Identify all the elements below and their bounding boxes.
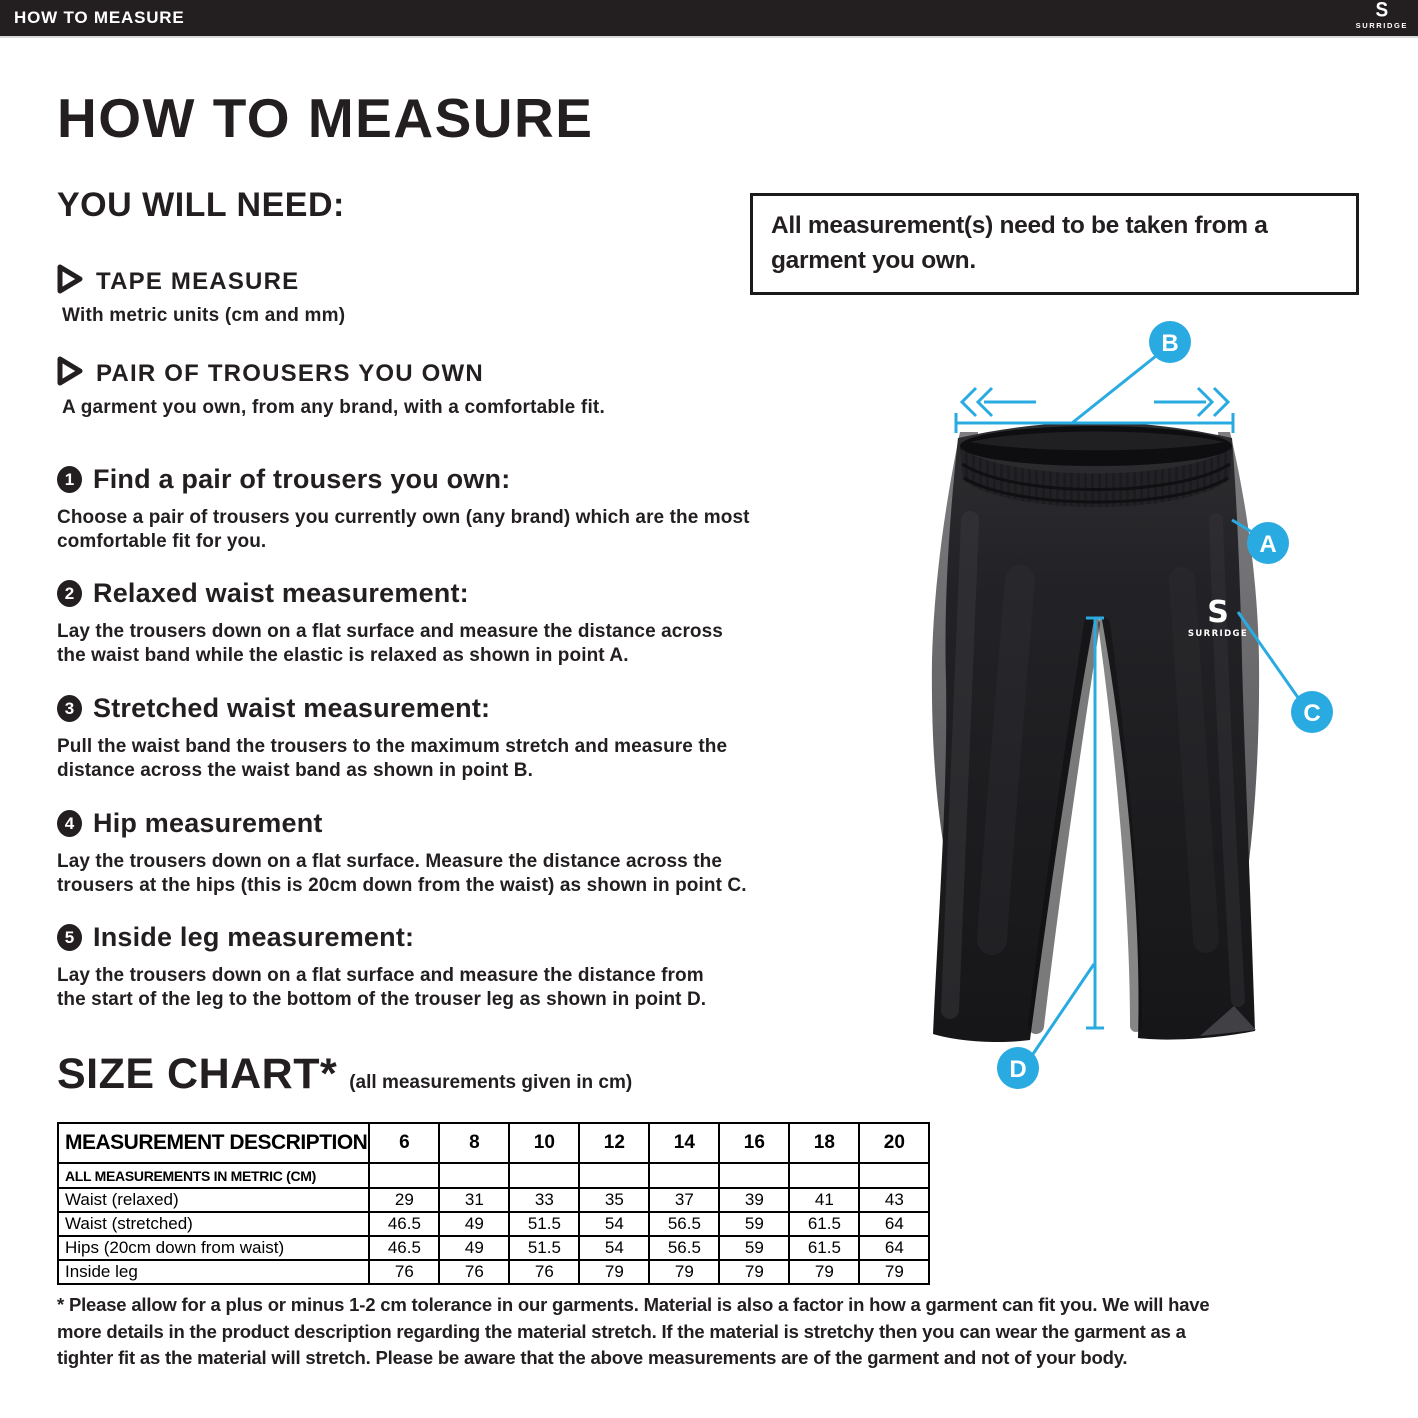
table-cell: 33 [509, 1188, 579, 1212]
surridge-wordmark: SURRIDGE [1355, 21, 1408, 30]
step-title: Stretched waist measurement: [93, 693, 491, 723]
table-cell: 51.5 [509, 1212, 579, 1236]
table-row [58, 1260, 929, 1284]
need-item-title: PAIR OF TROUSERS YOU OWN [96, 359, 484, 387]
table-cell: 51.5 [509, 1236, 579, 1260]
table-cell: 76 [509, 1260, 579, 1284]
step-title: Hip measurement [93, 808, 323, 838]
step-body: Lay the trousers down on a flat surface and measure the distance across the waist band while the elastic is relaxed as shown in point A. [57, 621, 723, 666]
table-cell: 79 [579, 1260, 649, 1284]
size-chart-heading [57, 1050, 632, 1099]
step-body: Pull the waist band the trousers to the maximum stretch and measure the distance across the waist band as shown in point B. [57, 736, 728, 781]
callout-a-label: A [1259, 531, 1277, 558]
callout-b-label: B [1161, 330, 1179, 357]
you-will-need-title: YOU WILL NEED: [57, 186, 345, 224]
table-cell: ALL MEASUREMENTS IN METRIC (CM) [58, 1163, 369, 1188]
table-cell: 14 [649, 1123, 719, 1163]
table-cell: 64 [859, 1236, 929, 1260]
table-cell [789, 1163, 859, 1188]
table-cell: 79 [859, 1260, 929, 1284]
table-cell: 8 [439, 1123, 509, 1163]
table-cell [579, 1163, 649, 1188]
table-header-row [58, 1123, 929, 1163]
table-cell [439, 1163, 509, 1188]
table-cell: 54 [579, 1236, 649, 1260]
need-item-title: TAPE MEASURE [96, 267, 300, 295]
table-cell: Hips (20cm down from waist) [58, 1236, 369, 1260]
table-cell: 18 [789, 1123, 859, 1163]
step-4 [57, 808, 867, 897]
step-title: Find a pair of trousers you own: [93, 464, 511, 494]
trousers-diagram [900, 320, 1380, 1120]
step-body: Lay the trousers down on a flat surface and measure the distance from the start of the leg to the bottom of the trouser leg as shown in point D. [57, 965, 707, 1010]
step-body: Lay the trousers down on a flat surface. Measure the distance across the trousers at the hips (this is 20cm down from the waist) as shown in point C. [57, 851, 747, 896]
callout-b-leader [1072, 356, 1156, 423]
play-triangle-icon [57, 264, 83, 299]
table-cell: 64 [859, 1212, 929, 1236]
table-cell: 56.5 [649, 1236, 719, 1260]
step-2 [57, 578, 867, 667]
measurement-note-text: All measurement(s) need to be taken from a garment you own. [771, 212, 1268, 274]
table-cell [649, 1163, 719, 1188]
need-item-trousers [57, 356, 605, 419]
need-item-tape-measure [57, 264, 345, 327]
table-cell: 37 [649, 1188, 719, 1212]
table-cell: 29 [369, 1188, 439, 1212]
tolerance-footnote: * Please allow for a plus or minus 1-2 cm tolerance in our garments. Material is also a factor in how a garment can fit you. We will have more details in the product description regarding the material stretch. If the material is stretchy then you can wear the garment as a tighter fit as the material will stretch. Please be aware that the above measurements are of the garment and not of your body. [57, 1294, 1210, 1368]
table-cell [719, 1163, 789, 1188]
table-cell: 43 [859, 1188, 929, 1212]
table-cell: 10 [509, 1123, 579, 1163]
table-cell: 76 [439, 1260, 509, 1284]
top-bar [0, 0, 1418, 38]
table-cell: 31 [439, 1188, 509, 1212]
size-chart-title: SIZE CHART* [57, 1050, 338, 1098]
size-chart-subtitle: (all measurements given in cm) [349, 1072, 633, 1093]
table-cell: 16 [719, 1123, 789, 1163]
table-cell [369, 1163, 439, 1188]
table-cell: 59 [719, 1212, 789, 1236]
table-cell: 20 [859, 1123, 929, 1163]
step-5 [57, 922, 867, 1011]
need-item-subtitle: With metric units (cm and mm) [62, 305, 346, 326]
step-number-badge: 1 [57, 466, 82, 493]
step-number-badge: 3 [57, 695, 82, 722]
surridge-logo [1356, 1, 1408, 30]
table-cell: 61.5 [789, 1236, 859, 1260]
step-1 [57, 464, 867, 553]
step-body: Choose a pair of trousers you currently own (any brand) which are the most comfortable fit for you. [57, 507, 750, 552]
table-cell: Waist (stretched) [58, 1212, 369, 1236]
step-title: Inside leg measurement: [93, 922, 415, 952]
brand-wordmark: SURRIDGE [1187, 629, 1249, 639]
play-triangle-icon [57, 356, 83, 391]
table-cell [509, 1163, 579, 1188]
table-cell: 41 [789, 1188, 859, 1212]
table-cell: 49 [439, 1236, 509, 1260]
table-cell: 56.5 [649, 1212, 719, 1236]
table-cell: 12 [579, 1123, 649, 1163]
table-cell: 46.5 [369, 1212, 439, 1236]
table-row [58, 1236, 929, 1260]
table-cell: 46.5 [369, 1236, 439, 1260]
table-row [58, 1188, 929, 1212]
step-number-badge: 2 [57, 580, 82, 607]
step-3 [57, 693, 867, 782]
step-title: Relaxed waist measurement: [93, 578, 469, 608]
table-cell: 79 [649, 1260, 719, 1284]
page-title: HOW TO MEASURE [57, 87, 594, 149]
table-cell: 39 [719, 1188, 789, 1212]
table-metric-row [58, 1163, 929, 1188]
step-number-badge: 4 [57, 810, 82, 837]
table-row [58, 1212, 929, 1236]
table-cell: 35 [579, 1188, 649, 1212]
callout-d-label: D [1009, 1056, 1027, 1083]
callout-c-label: C [1303, 700, 1321, 727]
table-cell: 54 [579, 1212, 649, 1236]
step-number-badge: 5 [57, 924, 82, 951]
table-cell: 59 [719, 1236, 789, 1260]
brand-s-icon: S [1207, 595, 1229, 630]
table-cell: 76 [369, 1260, 439, 1284]
need-item-subtitle: A garment you own, from any brand, with a comfortable fit. [62, 397, 605, 418]
top-bar-title: HOW TO MEASURE [14, 8, 185, 27]
table-cell: 49 [439, 1212, 509, 1236]
table-cell: 79 [719, 1260, 789, 1284]
measurement-note-box [750, 193, 1359, 295]
table-cell: Inside leg [58, 1260, 369, 1284]
size-chart-table [57, 1122, 930, 1285]
table-cell: MEASUREMENT DESCRIPTION [58, 1123, 369, 1163]
table-cell: Waist (relaxed) [58, 1188, 369, 1212]
table-cell [859, 1163, 929, 1188]
table-cell: 79 [789, 1260, 859, 1284]
surridge-s-icon: S [1375, 0, 1389, 23]
table-cell: 61.5 [789, 1212, 859, 1236]
table-cell: 6 [369, 1123, 439, 1163]
